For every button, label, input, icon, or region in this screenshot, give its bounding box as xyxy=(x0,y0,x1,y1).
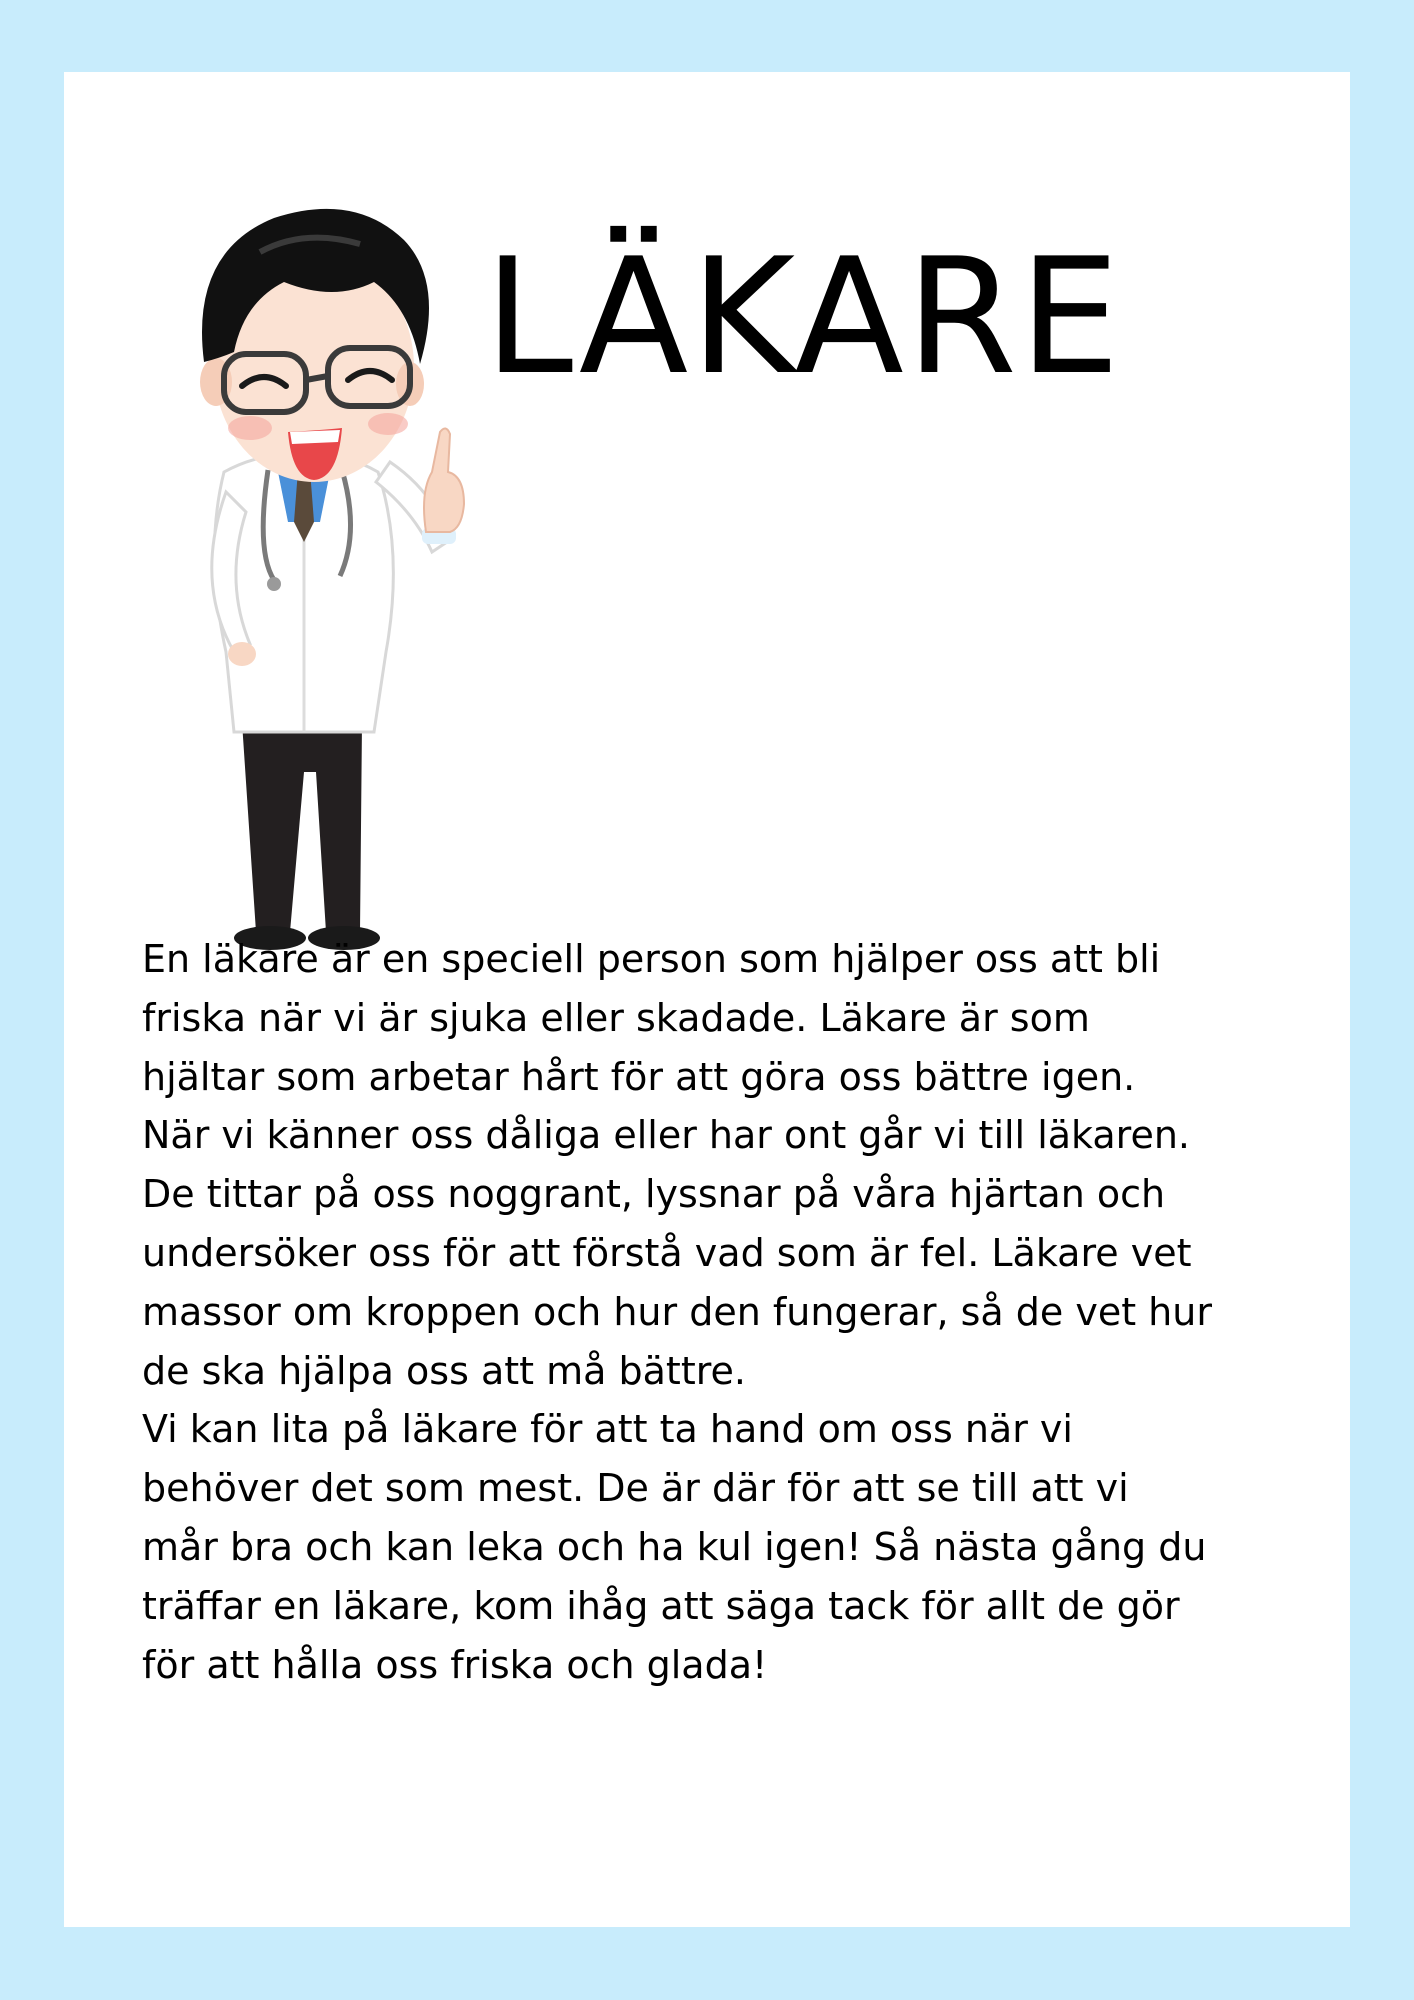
text-line: de ska hjälpa oss att må bättre. xyxy=(142,1348,746,1393)
text-line: friska när vi är sjuka eller skadade. Läkare är som xyxy=(142,995,1090,1040)
text-line: En läkare är en speciell person som hjälper oss att bli xyxy=(142,937,1161,981)
page-title: LÄKARE xyxy=(484,223,1123,410)
text-line: massor om kroppen och hur den fungerar, så de vet hur xyxy=(142,1289,1212,1334)
text-line: träffar en läkare, kom ihåg att säga tack för allt de gör xyxy=(142,1583,1180,1628)
page xyxy=(64,72,1350,1927)
text-line: mår bra och kan leka och ha kul igen! Så nästa gång du xyxy=(142,1524,1207,1569)
text-line: När vi känner oss dåliga eller har ont går vi till läkaren. xyxy=(142,1113,1190,1158)
body-text xyxy=(142,930,1302,1694)
text-line: för att hålla oss friska och glada! xyxy=(142,1642,768,1687)
text-line: behöver det som mest. De är där för att se till att vi xyxy=(142,1466,1129,1511)
text-line: Vi kan lita på läkare för att ta hand om oss när vi xyxy=(142,1407,1073,1452)
text-line: undersöker oss för att förstå vad som är fel. Läkare vet xyxy=(142,1230,1192,1275)
text-line: De tittar på oss noggrant, lyssnar på våra hjärtan och xyxy=(142,1172,1166,1217)
text-line: hjältar som arbetar hårt för att göra oss bättre igen. xyxy=(142,1054,1136,1099)
